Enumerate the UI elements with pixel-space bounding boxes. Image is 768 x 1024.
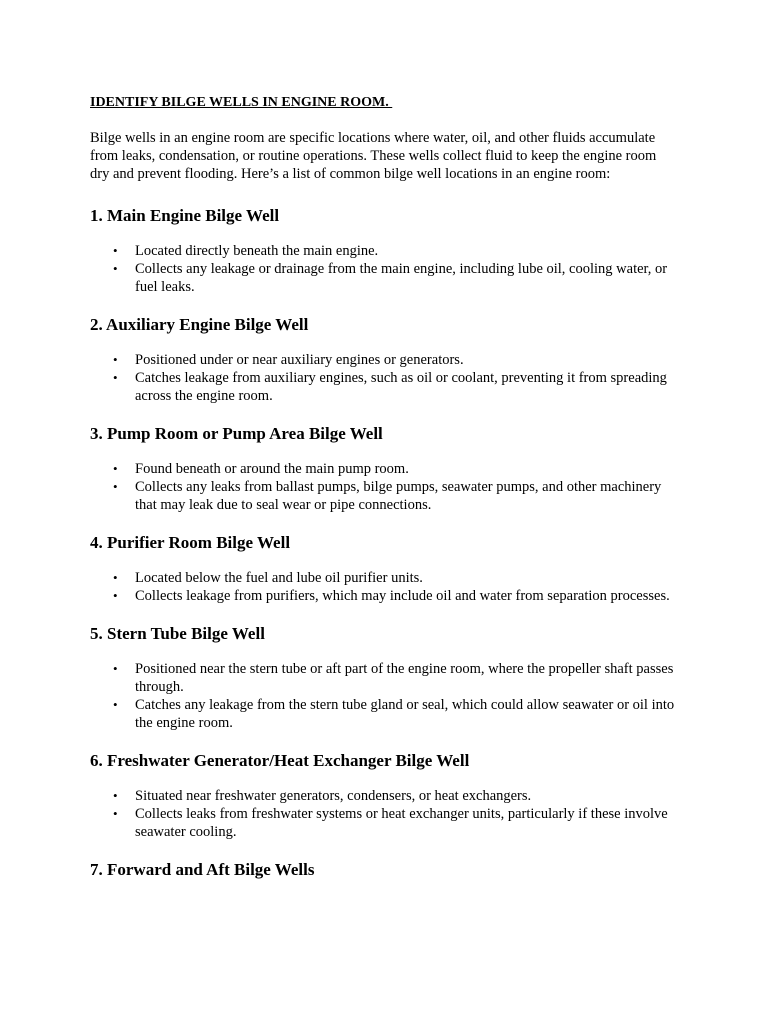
list-item-text: Found beneath or around the main pump room. — [135, 461, 409, 477]
bullet-icon: • — [113, 697, 118, 712]
list-item — [90, 242, 678, 260]
section-heading: 4. Purifier Room Bilge Well — [90, 533, 291, 552]
bullet-icon: • — [113, 370, 118, 385]
list-item — [90, 569, 678, 587]
bullet-icon: • — [113, 788, 118, 803]
list-item-text: Collects any leakage or drainage from the main engine, including lube oil, cooling water, or fuel leaks. — [135, 261, 668, 295]
bullet-icon: • — [113, 806, 118, 821]
list-item — [90, 460, 678, 478]
list-item-text: Collects leakage from purifiers, which may include oil and water from separation processes. — [135, 588, 670, 604]
list-item-text: Positioned near the stern tube or aft part of the engine room, where the propeller shaft passes through. — [135, 661, 674, 695]
intro-paragraph: Bilge wells in an engine room are specific locations where water, oil, and other fluids accumulate from leaks, condensation, or routine operations. These wells collect fluid to keep the engine room dry and prevent flooding. Here’s a list of common bilge well locations in an engine room: — [90, 130, 657, 182]
list-item — [90, 587, 678, 605]
section-heading: 2. Auxiliary Engine Bilge Well — [90, 315, 309, 334]
bullet-icon: • — [113, 661, 118, 676]
section-heading: 5. Stern Tube Bilge Well — [90, 624, 265, 643]
bullet-icon: • — [113, 243, 118, 258]
section-heading: 7. Forward and Aft Bilge Wells — [90, 860, 315, 879]
bullet-icon: • — [113, 461, 118, 476]
bullet-list — [90, 660, 678, 732]
bullet-icon: • — [113, 261, 118, 276]
list-item — [90, 787, 678, 805]
list-item — [90, 260, 678, 296]
bullet-icon: • — [113, 352, 118, 367]
section-heading: 3. Pump Room or Pump Area Bilge Well — [90, 424, 383, 443]
bullet-list — [90, 569, 678, 605]
section-heading: 1. Main Engine Bilge Well — [90, 206, 280, 225]
list-item — [90, 696, 678, 732]
list-item-text: Collects any leaks from ballast pumps, bilge pumps, seawater pumps, and other machinery that may leak due to seal wear or pipe connections. — [135, 479, 662, 513]
list-item-text: Positioned under or near auxiliary engines or generators. — [135, 352, 464, 368]
list-item-text: Collects leaks from freshwater systems or heat exchanger units, particularly if these involve seawater cooling. — [135, 806, 668, 840]
list-item — [90, 660, 678, 696]
sections-container — [90, 206, 678, 880]
list-item — [90, 805, 678, 841]
list-item-text: Located below the fuel and lube oil purifier units. — [135, 570, 423, 586]
bullet-list — [90, 242, 678, 296]
bullet-list — [90, 787, 678, 841]
bullet-list — [90, 351, 678, 405]
list-item — [90, 478, 678, 514]
list-item-text: Catches any leakage from the stern tube gland or seal, which could allow seawater or oil into the engine room. — [135, 697, 675, 731]
list-item-text: Situated near freshwater generators, condensers, or heat exchangers. — [135, 788, 532, 804]
bullet-icon: • — [113, 588, 118, 603]
bullet-icon: • — [113, 479, 118, 494]
list-item-text: Catches leakage from auxiliary engines, such as oil or coolant, preventing it from spreading across the engine room. — [135, 370, 667, 404]
list-item — [90, 351, 678, 369]
bullet-icon: • — [113, 570, 118, 585]
bullet-list — [90, 460, 678, 514]
document-title: IDENTIFY BILGE WELLS IN ENGINE ROOM. — [90, 95, 393, 110]
list-item-text: Located directly beneath the main engine. — [135, 243, 379, 259]
section-heading: 6. Freshwater Generator/Heat Exchanger Bilge Well — [90, 751, 470, 770]
list-item — [90, 369, 678, 405]
